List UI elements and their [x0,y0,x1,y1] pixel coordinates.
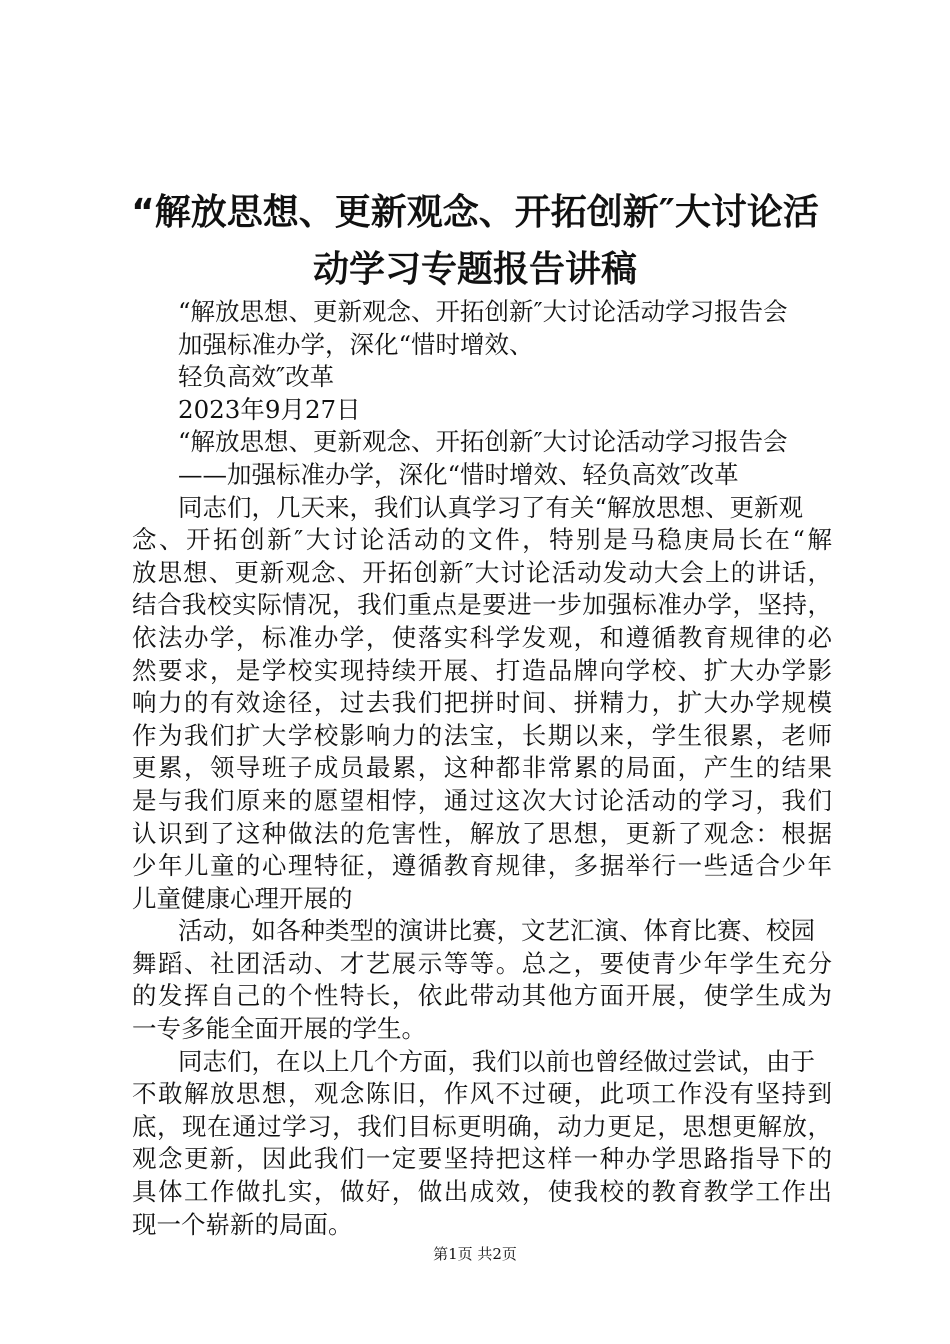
paragraph-line: 同志们，几天来，我们认真学习了有关“解放思想、更新观 [178,492,804,522]
paragraph-line: 同志们，在以上几个方面，我们以前也曾经做过尝试，由于 [178,1046,815,1076]
paragraph-line: 认识到了这种做法的危害性，解放了思想，更新了观念：根据 [132,818,832,848]
document-body [132,296,832,1241]
paragraph-line: 放思想、更新观念、开拓创新″大讨论活动发动大会上的讲话， [132,557,832,587]
header-subtitle: ——加强标准办学，深化“惜时增效、轻负高效″改革 [178,459,739,489]
paragraph-line: 依法办学，标准办学，使落实科学发观，和遵循教育规律的必 [132,622,832,652]
document-title-line-1: “解放思想、更新观念、开拓创新″大讨论活 [131,192,819,233]
paragraph-line: 不敢解放思想，观念陈旧，作风不过硬，此项工作没有坚持到 [132,1079,832,1109]
paragraph-line: 念、开拓创新″大讨论活动的文件，特别是马稳庚局长在“解 [132,525,832,555]
paragraph-line: 少年儿童的心理特征，遵循教育规律，多据举行一些适合少年 [132,851,832,881]
header-line: 轻负高效″改革 [178,362,335,392]
header-line: “解放思想、更新观念、开拓创新″大讨论活动学习报告会 [178,427,788,457]
paragraph-line: 然要求，是学校实现持续开展、打造品牌向学校、扩大办学影 [132,655,832,685]
header-line: “解放思想、更新观念、开拓创新″大讨论活动学习报告会 [178,297,788,326]
paragraph-line: 作为我们扩大学校影响力的法宝，长期以来，学生很累，老师 [132,720,832,750]
paragraph-line: 更累，领导班子成员最累，这种都非常累的局面，产生的结果 [132,753,832,783]
header-line: 加强标准办学，深化“惜时增效、 [178,329,534,359]
paragraph-line: 结合我校实际情况，我们重点是要进一步加强标准办学，坚持， [132,590,832,620]
paragraph-line: 响力的有效途径，过去我们把拼时间、拼精力，扩大办学规模 [132,688,832,718]
paragraph-line: 观念更新，因此我们一定要坚持把这样一种办学思路指导下的 [132,1144,832,1174]
paragraph-line: 活动，如各种类型的演讲比赛，文艺汇演、体育比赛、校园 [178,916,815,946]
paragraph-line: 一专多能全面开展的学生。 [132,1014,426,1044]
paragraph-line: 儿童健康心理开展的 [132,883,353,913]
paragraph-line: 舞蹈、社团活动、才艺展示等等。总之，要使青少年学生充分 [132,948,832,978]
paragraph-line: 底，现在通过学习，我们目标更明确，动力更足，思想更解放， [132,1111,832,1141]
page-number-footer: 第1页 共2页 [433,1245,517,1263]
document-title-line-2: 动学习专题报告讲稿 [312,249,637,290]
paragraph-line: 是与我们原来的愿望相悖，通过这次大讨论活动的学习，我们 [132,785,832,815]
paragraph-line: 的发挥自己的个性特长，依此带动其他方面开展，使学生成为 [132,981,832,1011]
paragraph-line: 具体工作做扎实，做好，做出成效，使我校的教育教学工作出 [132,1177,832,1207]
paragraph-line: 现一个崭新的局面。 [132,1209,353,1239]
header-date: 2023年9月27日 [178,394,361,424]
